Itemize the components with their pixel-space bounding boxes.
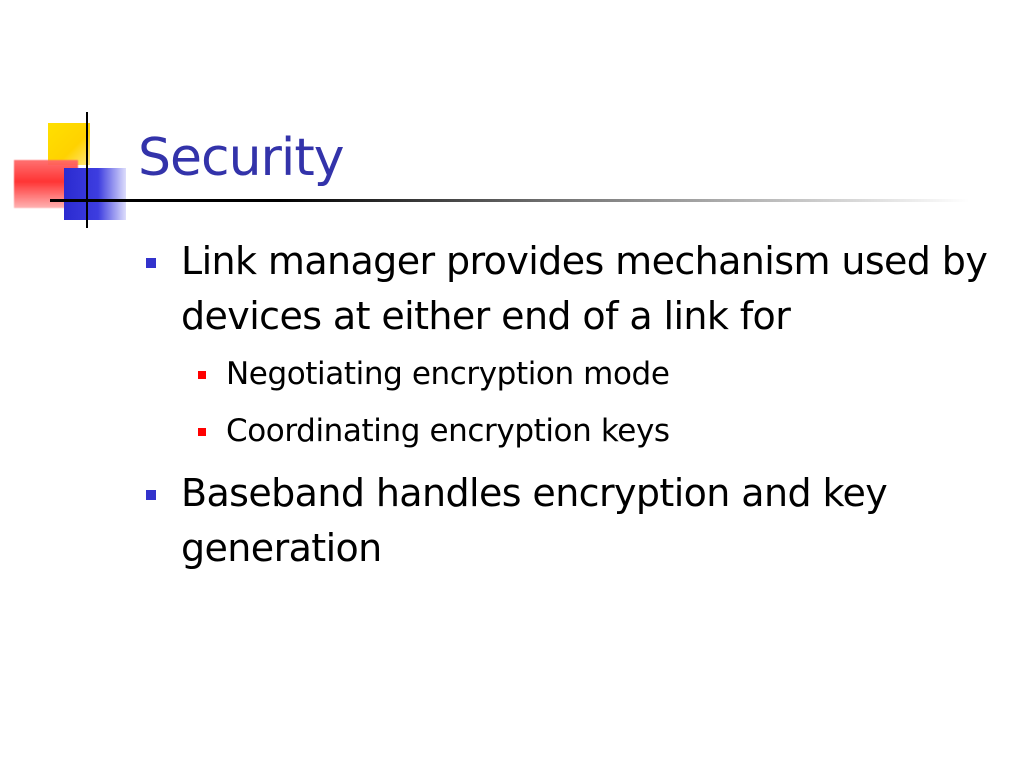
bullet-item <box>146 234 1006 344</box>
title-underline <box>50 199 970 202</box>
bullet-text: Link manager provides mechanism used by devices at either end of a link for <box>181 239 988 338</box>
sub-bullet-text: Coordinating encryption keys <box>226 413 670 449</box>
slide-content <box>146 234 1006 576</box>
blue-square-decoration <box>64 168 126 220</box>
square-sub-bullet-icon <box>198 371 206 379</box>
bullet-text: Baseband handles encryption and key generation <box>181 471 888 570</box>
bullet-item <box>146 466 1006 576</box>
square-bullet-icon <box>146 258 156 268</box>
vertical-line-decoration <box>86 112 88 228</box>
square-sub-bullet-icon <box>198 428 206 436</box>
sub-bullet-text: Negotiating encryption mode <box>226 356 670 392</box>
slide-logo-decoration <box>0 0 160 240</box>
slide-title: Security <box>138 128 344 188</box>
sub-bullet-list <box>146 346 1006 460</box>
square-bullet-icon <box>146 490 156 500</box>
sub-bullet-item <box>146 346 1006 403</box>
sub-bullet-item <box>146 403 1006 460</box>
yellow-square-decoration <box>48 123 90 165</box>
